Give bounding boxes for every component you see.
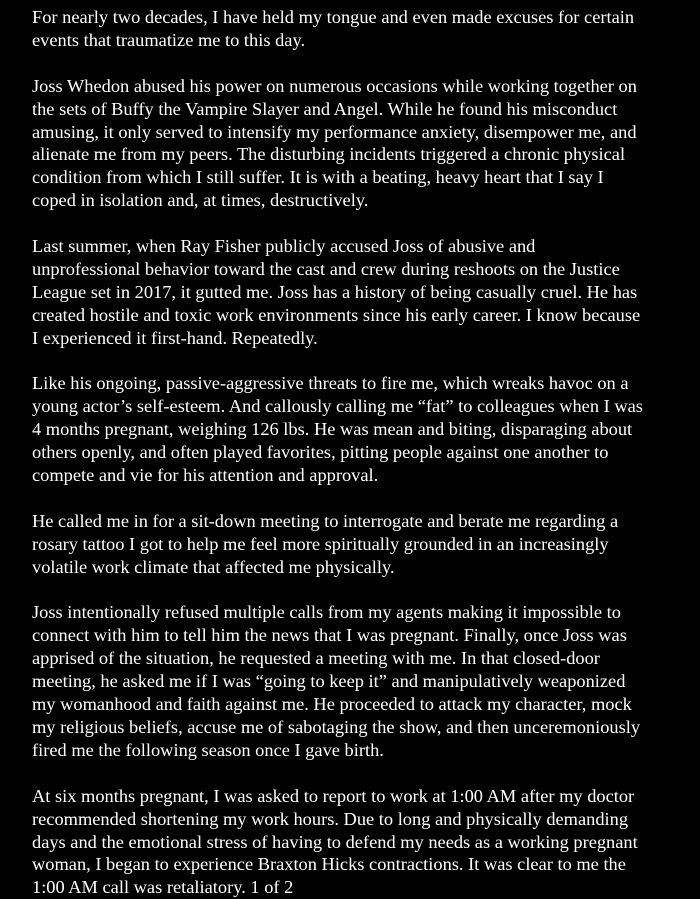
paragraph-3: Last summer, when Ray Fisher publicly accused Joss of abusive and unprofessional behavior toward the cast and crew during reshoots on the Justice League set in 2017, it gutted me. Joss has a history of being casually cruel. He has created hostile and toxic work environments since his early career. I know because I experienced it first-hand. Repeatedly. xyxy=(32,236,641,348)
paragraph-5: He called me in for a sit-down meeting to interrogate and berate me regarding a rosary tattoo I got to help me feel more spiritually grounded in an increasingly volatile work climate that affected me physically. xyxy=(32,510,619,577)
paragraph-1: For nearly two decades, I have held my tongue and even made excuses for certain events that traumatize me to this day. xyxy=(32,7,635,50)
paragraph-2: Joss Whedon abused his power on numerous occasions while working together on the sets of Buffy the Vampire Slayer and Angel. While he found his misconduct amusing, it only served to intensify my performance anxiety, disempower me, and alienate me from my peers. The disturbing incidents triggered a chronic physical condition from which I still suffer. It is with a beating, heavy heart that I say I coped in isolation and, at times, destructively. xyxy=(32,75,637,211)
paragraph-4: Like his ongoing, passive-aggressive threats to fire me, which wreaks havoc on a young actor’s self-esteem. And callously calling me “fat” to colleagues when I was 4 months pregnant, weighing 126 lbs. He was mean and biting, disparaging about others openly, and often played favorites, pitting people against one another to compete and vie for his attention and approval. xyxy=(32,373,643,486)
paragraph-7: At six months pregnant, I was asked to report to work at 1:00 AM after my doctor recommended shortening my work hours. Due to long and physically demanding days and the emotional stress of having to defend my needs as a working pregnant woman, I began to experience Braxton Hicks contractions. It was clear to me the 1:00 AM call was retaliatory. 1 of 2 xyxy=(32,785,638,898)
paragraph-6: Joss intentionally refused multiple calls from my agents making it impossible to connect with him to tell him the news that I was pregnant. Finally, once Joss was apprised of the situation, he requested a meeting with me. In that closed-door meeting, he asked me if I was “going to keep it” and manipulatively weaponized my womanhood and faith against me. He proceeded to attack my character, mock my religious beliefs, accuse me of sabotaging the show, and then unceremoniously fired me the following season once I gave birth. xyxy=(32,602,641,760)
